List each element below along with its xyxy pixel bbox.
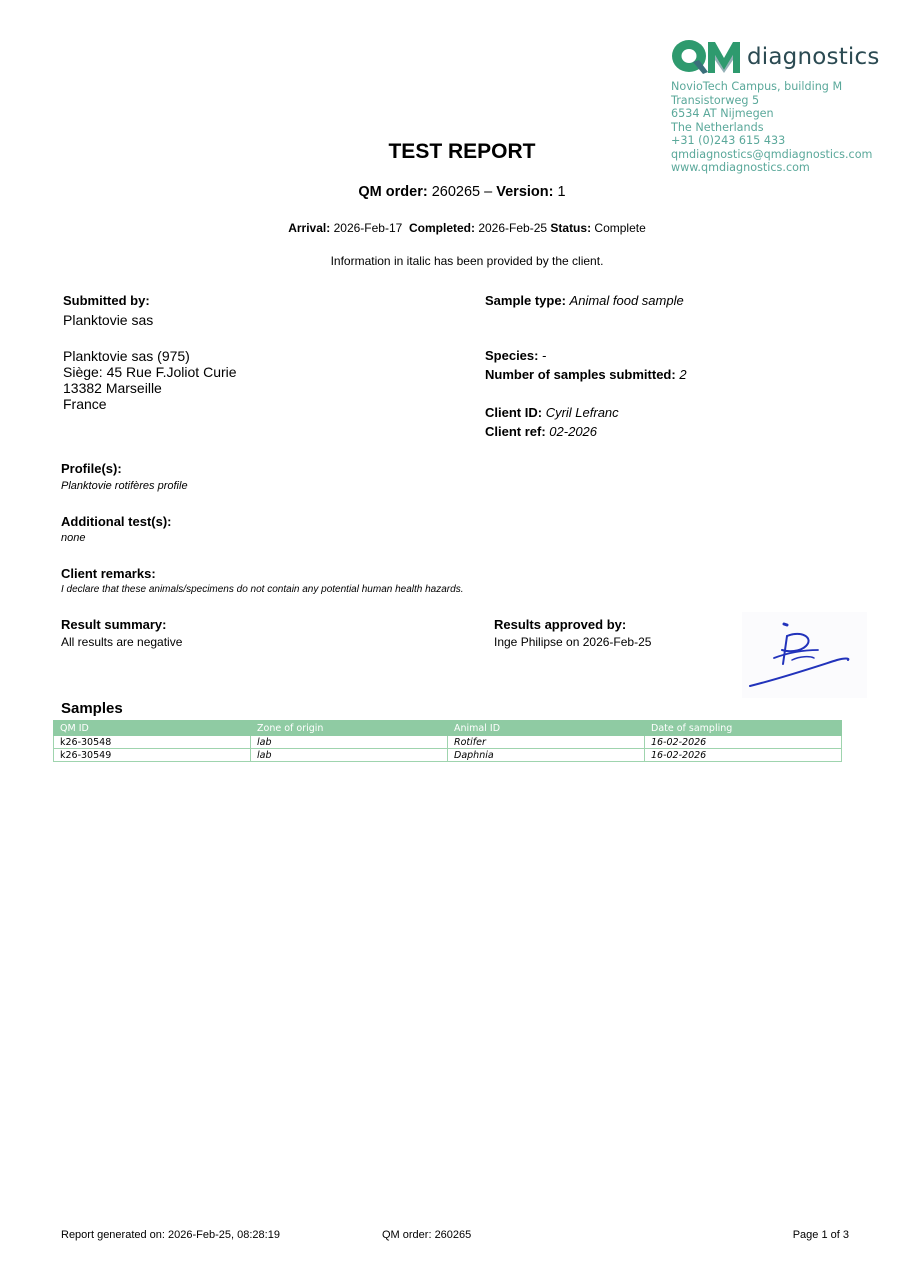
submitter-address-line: Siège: 45 Rue F.Joliot Curie bbox=[63, 364, 237, 380]
column-header-date-of-sampling: Date of sampling bbox=[645, 721, 842, 736]
submitter-name: Planktovie sas bbox=[63, 312, 154, 328]
cell-qm-id: k26-30549 bbox=[54, 749, 251, 762]
logo-q-mark-icon bbox=[670, 38, 710, 76]
arrival-date: 2026-Feb-17 bbox=[333, 221, 403, 235]
footer-page-number: Page 1 of 3 bbox=[792, 1229, 849, 1241]
client-ref-label: Client ref: bbox=[485, 424, 546, 439]
completed-label: Completed: bbox=[408, 221, 475, 235]
num-samples-field bbox=[485, 367, 687, 383]
profiles-label bbox=[61, 461, 122, 477]
dates-status-line bbox=[0, 221, 910, 235]
signature-image bbox=[742, 612, 867, 698]
submitter-address-line: France bbox=[63, 396, 107, 412]
address-line: Transistorweg 5 bbox=[671, 93, 760, 107]
column-header-animal-id: Animal ID bbox=[448, 721, 645, 736]
result-summary-label bbox=[61, 617, 166, 633]
table-row bbox=[54, 749, 842, 762]
sample-type-value: Animal food sample bbox=[569, 293, 684, 308]
phone-number: +31 (0)243 615 433 bbox=[671, 134, 786, 147]
species-field bbox=[485, 348, 546, 364]
footer-generated-on: Report generated on: 2026-Feb-25, 08:28:19 bbox=[61, 1229, 280, 1241]
address-line: 6534 AT Nijmegen bbox=[671, 107, 774, 120]
submitted-by-label bbox=[63, 293, 150, 309]
italic-info-note: Information in italic has been provided by the client. bbox=[330, 254, 604, 268]
report-title: TEST REPORT bbox=[388, 140, 536, 163]
client-remarks-label bbox=[61, 566, 156, 582]
version-label: Version: bbox=[496, 184, 554, 200]
website-link[interactable]: www.qmdiagnostics.com bbox=[671, 161, 810, 174]
approved-by-label bbox=[494, 617, 626, 633]
client-ref-value: 02-2026 bbox=[549, 424, 598, 439]
logo-m-mark-icon bbox=[706, 40, 742, 74]
footer-order-number: QM order: 260265 bbox=[382, 1229, 472, 1241]
order-number: 260265 bbox=[431, 184, 481, 200]
submitter-address-line: Planktovie sas (975) bbox=[63, 348, 190, 364]
client-remarks-text: I declare that these animals/specimens do not contain any potential human health hazards. bbox=[61, 584, 464, 595]
client-remarks-value bbox=[61, 583, 463, 597]
approved-by-value: Inge Philipse on 2026-Feb-25 bbox=[494, 635, 652, 649]
address-line: The Netherlands bbox=[671, 120, 764, 134]
address-line: NovioTech Campus, building M bbox=[671, 80, 843, 93]
submitted-by-heading: Submitted by: bbox=[63, 293, 150, 308]
arrival-label: Arrival: bbox=[288, 221, 331, 235]
samples-section-title: Samples bbox=[61, 700, 123, 717]
client-remarks-heading: Client remarks: bbox=[61, 566, 156, 581]
result-summary-value: All results are negative bbox=[61, 635, 183, 649]
num-samples-label: Number of samples submitted: bbox=[485, 367, 676, 382]
cell-date-of-sampling: 16-02-2026 bbox=[645, 736, 842, 749]
version-number: 1 bbox=[557, 184, 566, 200]
logo-wordmark: diagnostics bbox=[747, 44, 880, 70]
additional-tests-value bbox=[61, 531, 85, 545]
samples-table bbox=[53, 720, 842, 762]
cell-animal-id: Rotifer bbox=[448, 736, 645, 749]
client-id-label: Client ID: bbox=[485, 405, 543, 420]
order-version-line bbox=[0, 184, 910, 200]
sample-type-label: Sample type: bbox=[485, 293, 566, 308]
email-address[interactable]: qmdiagnostics@qmdiagnostics.com bbox=[671, 147, 873, 161]
cell-zone-of-origin: lab bbox=[251, 749, 448, 762]
cell-qm-id: k26-30548 bbox=[54, 736, 251, 749]
client-id-field bbox=[485, 405, 619, 421]
order-dash: – bbox=[484, 184, 493, 200]
additional-tests-heading: Additional test(s): bbox=[61, 514, 172, 529]
table-row bbox=[54, 736, 842, 749]
additional-tests-label bbox=[61, 514, 172, 530]
profiles-text: Planktovie rotifères profile bbox=[61, 480, 188, 492]
status-label: Status: bbox=[550, 221, 592, 235]
qm-diagnostics-logo bbox=[670, 38, 885, 78]
submitter-address bbox=[63, 348, 237, 412]
cell-zone-of-origin: lab bbox=[251, 736, 448, 749]
species-label: Species: bbox=[485, 348, 539, 363]
column-header-qm-id: QM ID bbox=[54, 721, 251, 736]
result-summary-heading: Result summary: bbox=[61, 617, 167, 632]
approved-by-heading: Results approved by: bbox=[494, 617, 627, 632]
cell-animal-id: Daphnia bbox=[448, 749, 645, 762]
submitter-address-line: 13382 Marseille bbox=[63, 380, 162, 396]
column-header-zone-of-origin: Zone of origin bbox=[251, 721, 448, 736]
order-label: QM order: bbox=[358, 184, 428, 200]
table-header-row bbox=[54, 721, 842, 736]
profiles-heading: Profile(s): bbox=[61, 461, 122, 476]
additional-tests-text: none bbox=[61, 532, 86, 544]
completed-date: 2026-Feb-25 bbox=[478, 221, 548, 235]
cell-date-of-sampling: 16-02-2026 bbox=[645, 749, 842, 762]
status-value: Complete bbox=[594, 221, 646, 235]
sample-type-field bbox=[485, 293, 684, 309]
client-ref-field bbox=[485, 424, 597, 440]
species-value: - bbox=[542, 348, 547, 363]
num-samples-value: 2 bbox=[679, 367, 687, 382]
profiles-value bbox=[61, 479, 188, 493]
client-id-value: Cyril Lefranc bbox=[545, 405, 619, 420]
